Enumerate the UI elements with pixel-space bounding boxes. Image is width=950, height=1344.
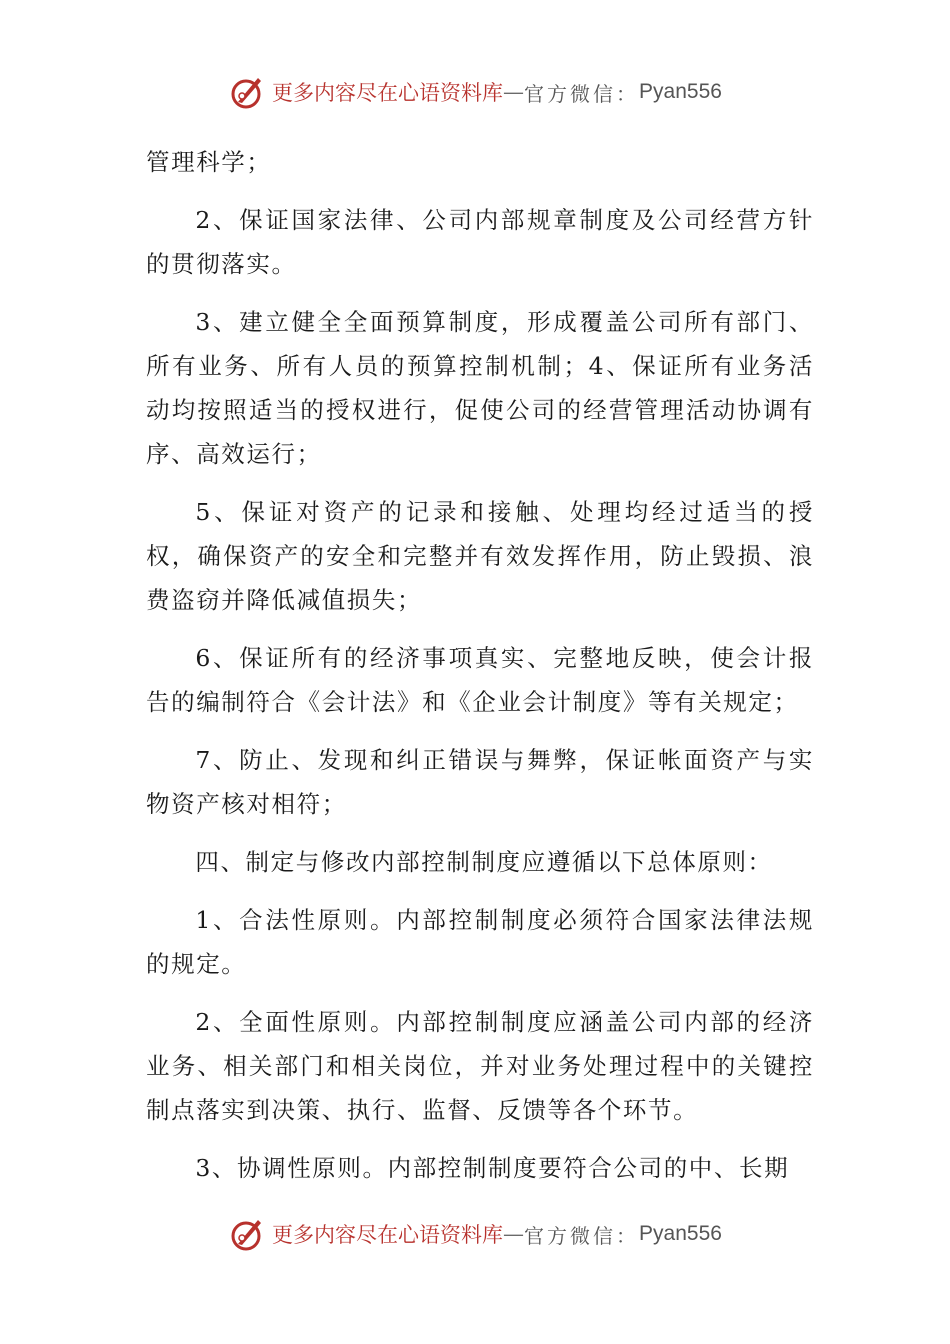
banner-main-text: 更多内容尽在心语资料库 <box>272 1223 504 1247</box>
paragraph: 5、保证对资产的记录和接触、处理均经过适当的授权，确保资产的安全和完整并有效发挥作用，防止毁损、浪费盗窃并降低减值损失； <box>146 498 814 614</box>
paragraph: 1、合法性原则。内部控制制度必须符合国家法律法规的规定。 <box>146 906 814 978</box>
quill-pen-logo-icon <box>228 72 268 112</box>
section-heading: 四、制定与修改内部控制制度应遵循以下总体原则： <box>195 848 773 876</box>
paragraph: 2、保证国家法律、公司内部规章制度及公司经营方针的贯彻落实。 <box>146 206 814 278</box>
paragraph: 2、全面性原则。内部控制制度应涵盖公司内部的经济业务、相关部门和相关岗位，并对业务处理过程中的关键控制点落实到决策、执行、监督、反馈等各个环节。 <box>146 1008 814 1124</box>
paragraph: 3、建立健全全面预算制度，形成覆盖公司所有部门、所有业务、所有人员的预算控制机制；4、保证所有业务活动均按照适当的授权进行，促使公司的经营管理活动协调有序、高效运行； <box>146 308 814 468</box>
paragraph: 3、协调性原则。内部控制制度要符合公司的中、长期 <box>195 1154 790 1182</box>
banner-separator: — <box>503 1222 525 1246</box>
paragraph: 6、保证所有的经济事项真实、完整地反映，使会计报告的编制符合《会计法》和《企业会计制度》等有关规定； <box>146 644 814 716</box>
document-body <box>146 140 814 1204</box>
paragraph: 管理科学； <box>146 148 272 176</box>
footer-banner <box>0 1212 950 1256</box>
banner-wechat-id: Pyan556 <box>639 1222 722 1245</box>
banner-wechat-id: Pyan556 <box>639 80 722 103</box>
banner-wechat-label: 官方微信： <box>524 81 640 106</box>
paragraph: 7、防止、发现和纠正错误与舞弊，保证帐面资产与实物资产核对相符； <box>146 746 814 818</box>
banner-wechat-label: 官方微信： <box>524 1223 640 1248</box>
header-banner <box>0 70 950 114</box>
quill-pen-logo-icon <box>228 1214 268 1254</box>
banner-main-text: 更多内容尽在心语资料库 <box>272 81 504 105</box>
banner-separator: — <box>503 80 525 104</box>
